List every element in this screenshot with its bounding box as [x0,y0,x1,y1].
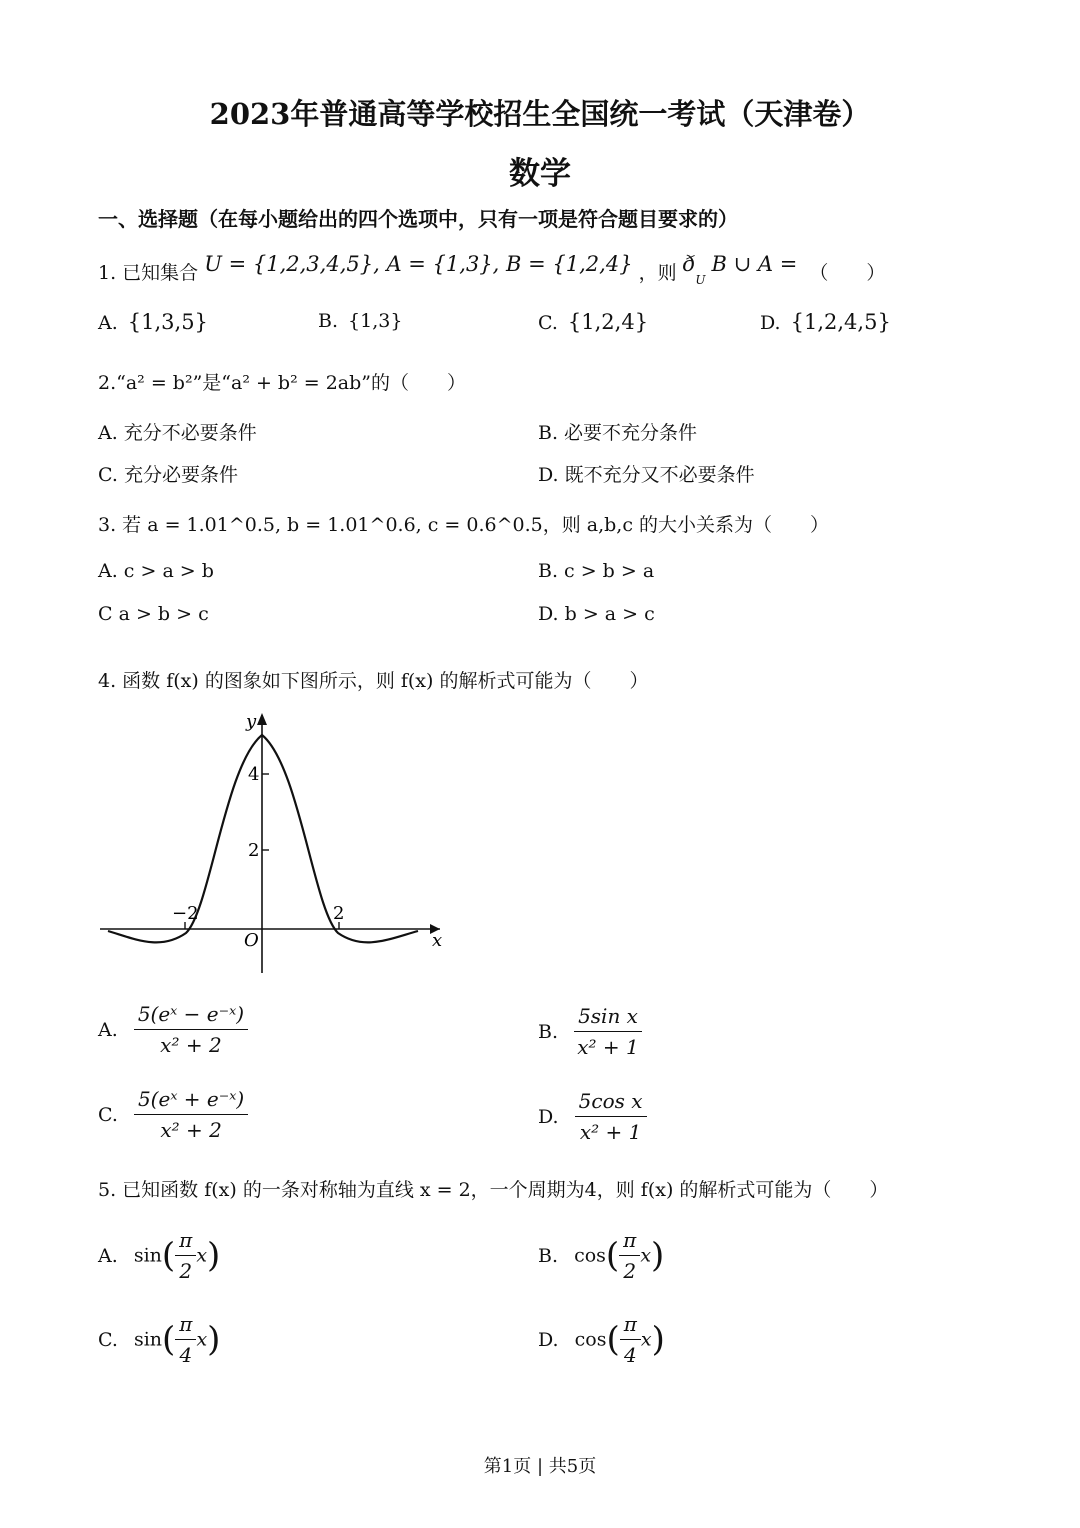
numerator: 5sin x [574,1004,642,1032]
option-label: D. [760,312,781,334]
function-name: cos [574,1244,606,1267]
numerator: π [175,1228,196,1256]
option-label: D. [538,1328,559,1351]
q3-option-c: C a > b > c [98,603,209,625]
q5-option-c: C. sin( $\frac{\pi}{4}$ x) [98,1312,221,1367]
origin-label: O [244,930,259,951]
option-value: {1,3} [348,310,403,332]
option-value: {1,2,4,5} [790,310,891,334]
q5-option-a: A. sin( $\frac{\pi}{2}$ x) [98,1228,221,1283]
q3-option-a: A. c > a > b [98,560,214,582]
q2-option-a: A. 充分不必要条件 [98,422,257,444]
denominator: 2 [623,1259,637,1283]
question-3: 3. 若 a = 1.01^0.5, b = 1.01^0.6, c = 0.6^0.5，则 a,b,c 的大小关系为（ ） [98,514,830,536]
question-2: 2.“a² = b²”是“a² + b² = 2ab”的（ ） [98,372,467,394]
fraction [574,1004,642,1059]
y-axis-label: y [246,711,257,732]
denominator: 2 [179,1259,193,1283]
option-label: A. [98,1018,118,1041]
fraction [620,1312,641,1367]
fraction [134,1087,248,1142]
numerator: 5(eˣ + e⁻ˣ) [134,1087,248,1115]
option-value: {1,2,4} [567,310,649,334]
page-footer: 第1页 | 共5页 [483,1456,597,1477]
numerator: 5(eˣ − e⁻ˣ) [134,1002,248,1030]
variable: x [196,1328,208,1351]
q1-option-d [760,310,891,334]
x-tick-label-neg2: −2 [172,903,199,924]
numerator: 5cos x [575,1089,647,1117]
q3-option-d: D. b > a > c [538,603,655,625]
fraction [175,1312,196,1367]
numerator: π [620,1312,641,1340]
y-axis-arrow [257,713,267,725]
option-label: A. [98,312,118,334]
q1-mid: ，则 [638,262,677,284]
y-tick-label-2: 2 [248,840,260,861]
question-4: 4. 函数 f(x) 的图象如下图所示，则 f(x) 的解析式可能为（ ） [98,670,649,692]
function-name: sin [133,1244,162,1267]
q1-prefix: 1. 已知集合 [98,262,199,284]
function-name: sin [133,1328,163,1351]
denominator: x² + 2 [160,1118,222,1142]
subject-title: 数学 [509,156,571,192]
option-label: B. [538,1020,559,1043]
fraction [134,1002,248,1057]
q2-option-b: B. 必要不充分条件 [538,422,698,444]
numerator: π [619,1228,640,1256]
option-label: D. [538,1105,559,1128]
q4-option-b [538,1004,642,1059]
fraction [575,1089,647,1144]
q1-subscript: U [695,272,706,287]
exam-title: 2023年普通高等学校招生全国统一考试（天津卷） [209,97,871,131]
question-1 [98,252,886,287]
fraction [619,1228,640,1283]
option-value: {1,3,5} [127,310,208,334]
fraction [175,1228,196,1283]
y-tick-label-4: 4 [248,764,260,785]
q2-option-c: C. 充分必要条件 [98,464,238,486]
q4-option-a [98,1002,248,1057]
x-tick-label-2: 2 [333,903,345,924]
denominator: x² + 2 [160,1033,222,1057]
q5-option-b: B. cos( $\frac{\pi}{2}$ x) [538,1228,665,1283]
denominator: 4 [179,1343,193,1367]
q5-option-d: D. cos( $\frac{\pi}{4}$ x) [538,1312,665,1367]
q1-paren: （ ） [809,262,886,284]
q4-option-d [538,1089,647,1144]
option-label: C. [538,312,558,334]
option-label: B. [318,310,339,332]
q1-complement-symbol: ð [682,252,696,276]
q3-option-b: B. c > b > a [538,560,655,582]
function-curve [108,735,418,942]
function-graph [90,705,460,985]
q1-option-c [538,310,648,334]
variable: x [196,1244,208,1267]
q4-option-c [98,1087,248,1142]
variable: x [640,1244,652,1267]
section-heading: 一、选择题（在每小题给出的四个选项中，只有一项是符合题目要求的） [98,207,738,231]
q1-option-b [318,310,402,332]
denominator: x² + 1 [577,1035,639,1059]
option-label: C. [98,1328,118,1351]
x-axis-label: x [432,930,443,951]
option-label: A. [98,1244,118,1267]
q1-sets: U = {1,2,3,4,5}, A = {1,3}, B = {1,2,4} [204,252,633,276]
function-name: cos [574,1328,607,1351]
option-label: B. [538,1244,559,1267]
q1-expr: B ∪ A = [711,252,798,276]
numerator: π [175,1312,196,1340]
q1-option-a [98,310,208,334]
option-label: C. [98,1103,118,1126]
denominator: x² + 1 [579,1120,642,1144]
q2-option-d: D. 既不充分又不必要条件 [538,464,755,486]
question-5: 5. 已知函数 f(x) 的一条对称轴为直线 x = 2，一个周期为4，则 f(x) 的解析式可能为（ ） [98,1179,889,1201]
variable: x [640,1328,652,1351]
denominator: 4 [623,1343,637,1367]
